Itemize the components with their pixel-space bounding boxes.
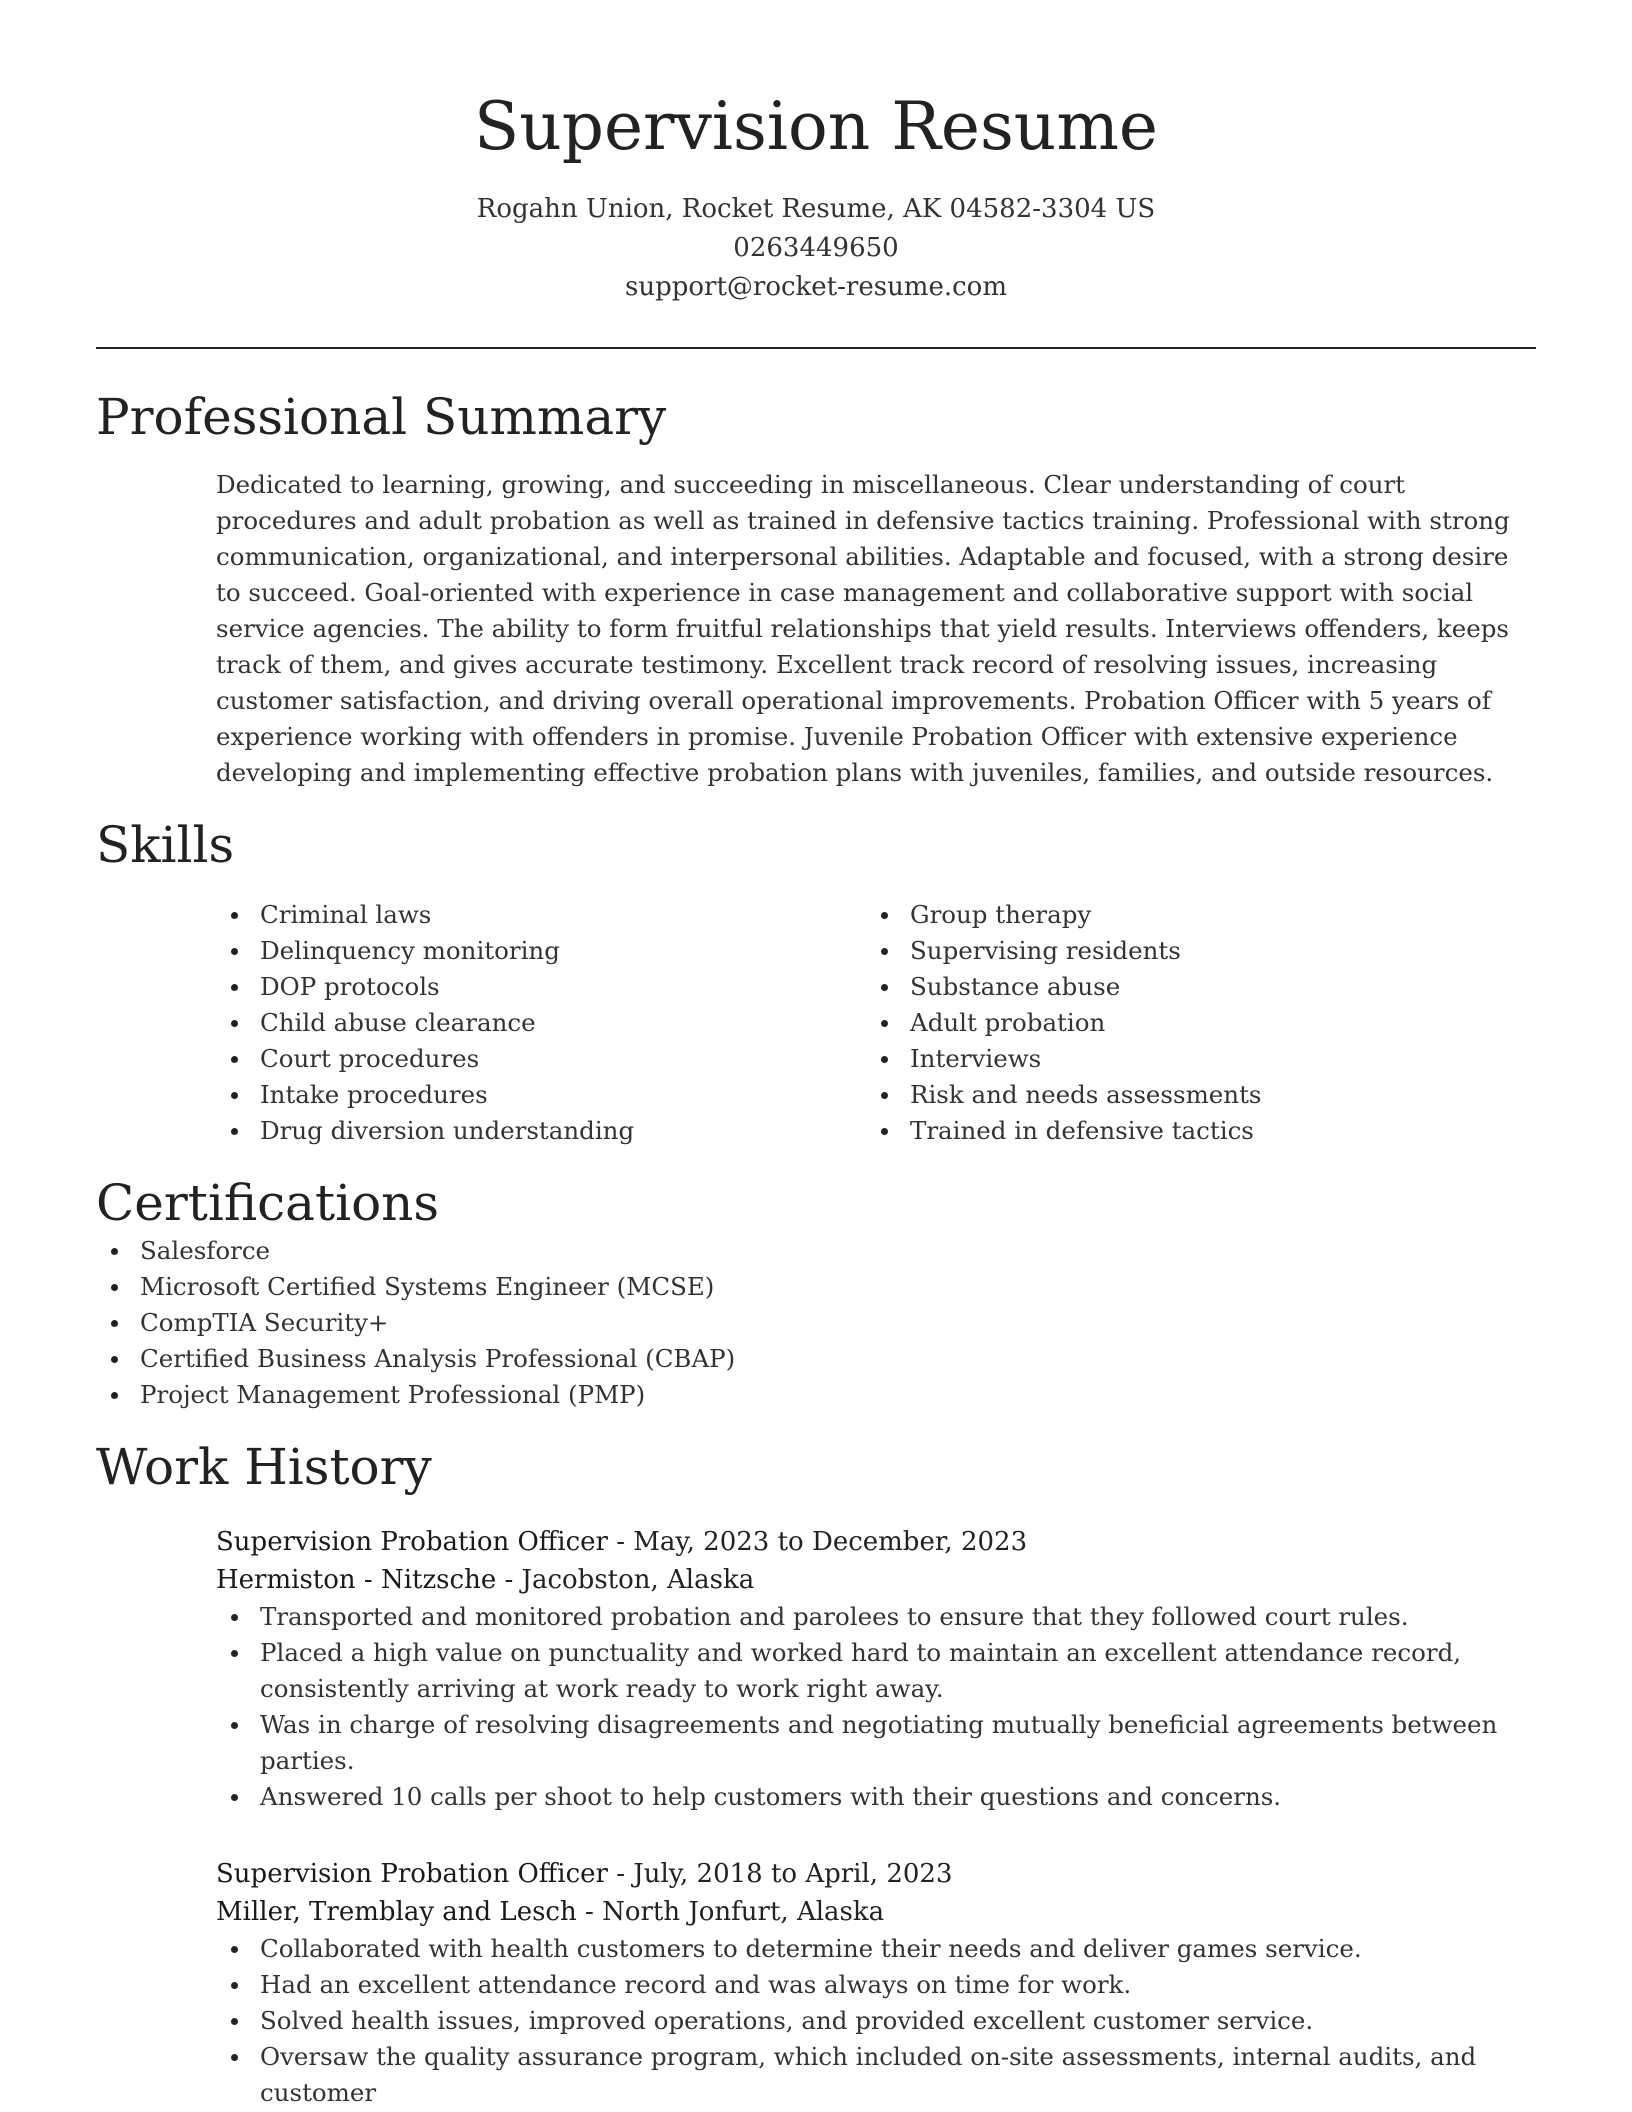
work-history-heading: Work History xyxy=(96,1438,432,1496)
responsibility-item: Collaborated with health customers to determine their needs and deliver games service. xyxy=(216,1931,1536,1967)
responsibility-item: Placed a high value on punctuality and worked hard to maintain an excellent attendance record, consistently arriving at work ready to work right away. xyxy=(216,1635,1536,1707)
professional-summary-section xyxy=(96,387,1536,791)
responsibility-item: Solved health issues, improved operations, and provided excellent customer service. xyxy=(216,2003,1536,2039)
certification-item: Certified Business Analysis Professional (CBAP) xyxy=(96,1341,1536,1377)
skill-item: Risk and needs assessments xyxy=(866,1077,1516,1113)
skill-item: Child abuse clearance xyxy=(216,1005,866,1041)
professional-summary-heading: Professional Summary xyxy=(96,388,667,446)
skills-grid xyxy=(216,897,1536,1149)
job-title-line xyxy=(216,1523,1536,1561)
certification-item: Salesforce xyxy=(96,1233,1536,1269)
skill-item: Criminal laws xyxy=(216,897,866,933)
job-company: Hermiston - Nitzsche xyxy=(216,1565,497,1595)
email-address: support@rocket-resume.com xyxy=(624,272,1007,302)
job-entry xyxy=(216,1855,1536,2111)
phone-number: 0263449650 xyxy=(733,233,899,263)
responsibility-item: Had an excellent attendance record and was always on time for work. xyxy=(216,1967,1536,2003)
certification-item: CompTIA Security+ xyxy=(96,1305,1536,1341)
responsibility-item: Answered 10 calls per shoot to help customers with their questions and concerns. xyxy=(216,1779,1536,1815)
header-divider xyxy=(96,347,1536,349)
skill-item: Drug diversion understanding xyxy=(216,1113,866,1149)
job-responsibilities xyxy=(216,1599,1536,1815)
work-history-section xyxy=(96,1437,1536,2111)
responsibility-item: Transported and monitored probation and parolees to ensure that they followed court rules. xyxy=(216,1599,1536,1635)
job-title-line xyxy=(216,1855,1536,1893)
resume-page xyxy=(96,0,1536,2111)
skills-list-right xyxy=(866,897,1516,1149)
job-company-line xyxy=(216,1561,1536,1599)
job-company-line xyxy=(216,1893,1536,1931)
skill-item: Delinquency monitoring xyxy=(216,933,866,969)
job-location: - North Jonfurt, Alaska xyxy=(585,1897,885,1927)
certification-item: Project Management Professional (PMP) xyxy=(96,1377,1536,1413)
responsibility-item: Oversaw the quality assurance program, which included on-site assessments, internal audits, and customer xyxy=(216,2039,1536,2111)
skill-item: Supervising residents xyxy=(866,933,1516,969)
certifications-section xyxy=(96,1173,1536,1413)
certifications-heading: Certifications xyxy=(96,1174,440,1232)
skill-item: Trained in defensive tactics xyxy=(866,1113,1516,1149)
job-position: Supervision Probation Officer xyxy=(216,1859,608,1889)
job-position: Supervision Probation Officer xyxy=(216,1527,608,1557)
job-entry xyxy=(216,1523,1536,1815)
skill-item: Court procedures xyxy=(216,1041,866,1077)
job-location: - Jacobston, Alaska xyxy=(504,1565,755,1595)
resume-title: Supervision Resume xyxy=(474,88,1158,165)
job-dates: - July, 2018 to April, 2023 xyxy=(616,1859,953,1889)
certifications-list xyxy=(96,1233,1536,1413)
skill-item: DOP protocols xyxy=(216,969,866,1005)
job-responsibilities xyxy=(216,1931,1536,2111)
skill-item: Group therapy xyxy=(866,897,1516,933)
address: Rogahn Union, Rocket Resume, AK 04582-3304 US xyxy=(476,194,1156,224)
job-dates: - May, 2023 to December, 2023 xyxy=(616,1527,1028,1557)
professional-summary-text: Dedicated to learning, growing, and succeeding in miscellaneous. Clear understanding of court procedures and adult probation as well as trained in defensive tactics training. Professional with strong communication, organizational, and interpersonal abilities. Adaptable and focused, with a strong desire to succeed. Goal-oriented with experience in case management and collaborative support with social service agencies. The ability to form fruitful relationships that yield results. Interviews offenders, keeps track of them, and gives accurate testimony. Excellent track record of resolving issues, increasing customer satisfaction, and driving overall operational improvements. Probation Officer with 5 years of experience working with offenders in promise. Juvenile Probation Officer with extensive experience developing and implementing effective probation plans with juveniles, families, and outside resources. xyxy=(216,470,1510,787)
resume-header xyxy=(96,0,1536,307)
skills-heading: Skills xyxy=(96,816,235,874)
skill-item: Adult probation xyxy=(866,1005,1516,1041)
responsibility-item: Was in charge of resolving disagreements and negotiating mutually beneficial agreements between parties. xyxy=(216,1707,1536,1779)
skill-item: Interviews xyxy=(866,1041,1516,1077)
certification-item: Microsoft Certified Systems Engineer (MCSE) xyxy=(96,1269,1536,1305)
skill-item: Substance abuse xyxy=(866,969,1516,1005)
skill-item: Intake procedures xyxy=(216,1077,866,1113)
job-company: Miller, Tremblay and Lesch xyxy=(216,1897,577,1927)
skills-list-left xyxy=(216,897,866,1149)
skills-section xyxy=(96,815,1536,1149)
